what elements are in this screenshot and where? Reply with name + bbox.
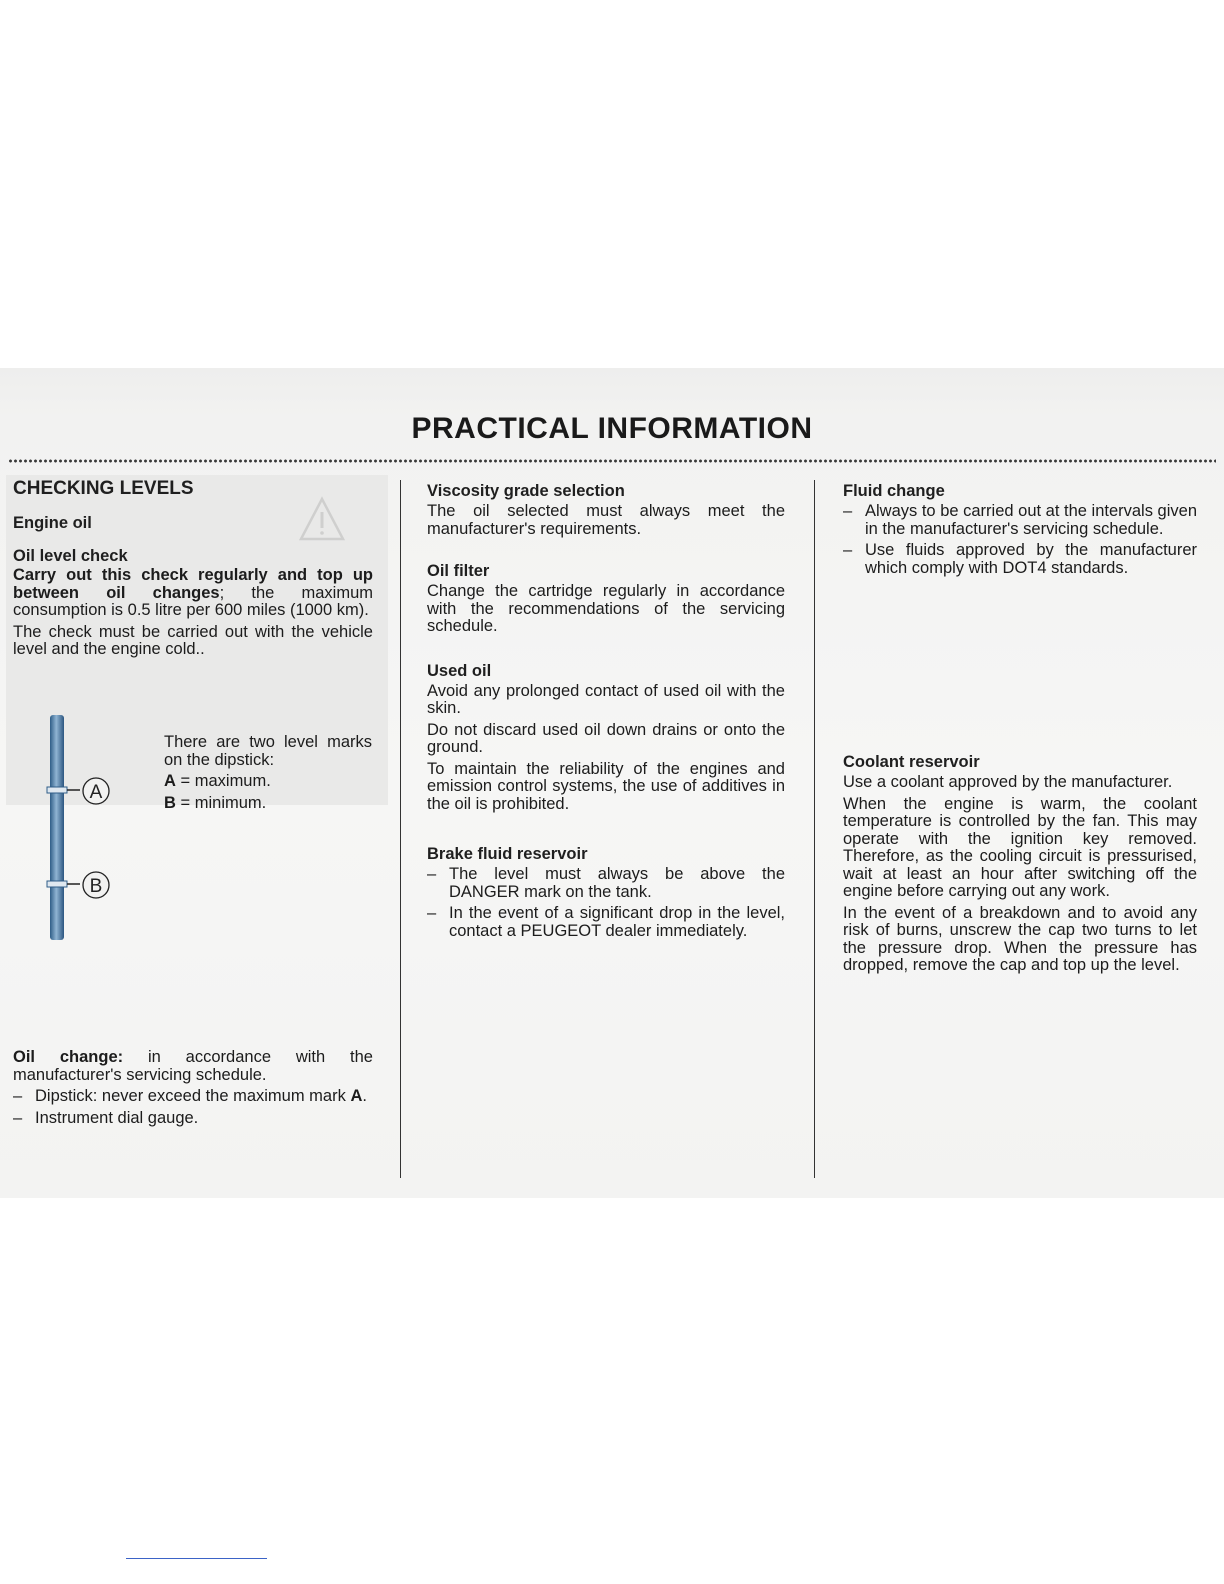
dipstick-text: There are two level marks on the dipstick: <box>164 733 372 769</box>
heading-oil-level-check: Oil level check <box>13 547 128 565</box>
brake-item-1: – The level must always be above the DANGER mark on the tank. <box>427 865 785 901</box>
viscosity-text: The oil selected must always meet the manufacturer's requirements. <box>427 502 785 538</box>
oil-change-label: Oil change: <box>13 1048 124 1066</box>
column-divider-right <box>814 480 815 1178</box>
heading-engine-oil: Engine oil <box>13 514 92 532</box>
diagram-label-b: B <box>89 876 103 897</box>
heading-brake-fluid: Brake fluid reservoir <box>427 845 588 863</box>
coolant-text-2: When the engine is warm, the coolant temperature is controlled by the fan. This may operate with the ignition key removed. Therefore, as the cooling circuit is pressurised, wait at least an hour after switching off the engine before carrying out any work. <box>843 794 1197 900</box>
oil-change-text: in accordance with the manufacturer's servicing schedule. <box>13 1048 373 1084</box>
legend-b-text: = minimum. <box>175 793 267 812</box>
fluid-item-1: – Always to be carried out at the intervals given in the manufacturer's servicing schedule. <box>843 502 1198 538</box>
legend-a <box>164 773 372 791</box>
page-title: PRACTICAL INFORMATION <box>411 412 813 445</box>
diagram-label-a: A <box>89 782 103 803</box>
brake-item-2: – In the event of a significant drop in the level, contact a PEUGEOT dealer immediately. <box>427 904 785 940</box>
bottom-underline <box>126 1558 267 1559</box>
list-item-gauge: – Instrument dial gauge. <box>13 1108 199 1127</box>
check-paragraph <box>13 567 373 620</box>
legend-a-label: A <box>164 772 176 790</box>
oil-change-paragraph <box>13 1049 373 1084</box>
dipstick-legend <box>164 734 372 812</box>
heading-oil-filter: Oil filter <box>427 562 490 580</box>
used-oil-text-2: Do not discard used oil down drains or onto the ground. <box>427 720 785 756</box>
oil-change-block <box>13 1049 373 1131</box>
heading-viscosity: Viscosity grade selection <box>427 482 625 500</box>
legend-b <box>164 795 372 813</box>
column-middle <box>427 482 785 944</box>
column-left <box>13 478 373 663</box>
heading-coolant: Coolant reservoir <box>843 753 980 771</box>
used-oil-text-3: To maintain the reliability of the engines and emission control systems, the use of additives in the oil is prohibited. <box>427 759 785 813</box>
coolant-text-3: In the event of a breakdown and to avoid any risk of burns, unscrew the cap two turns to let the pressure drop. When the pressure has dropped, remove the cap and top up the level. <box>843 903 1197 974</box>
cold-check-text: The check must be carried out with the vehicle level and the engine cold.. <box>13 622 373 658</box>
coolant-text-1: Use a coolant approved by the manufacturer. <box>843 773 1173 791</box>
legend-a-text: = maximum. <box>175 772 271 790</box>
section-title-checking-levels: CHECKING LEVELS <box>13 478 194 499</box>
column-right <box>843 482 1197 979</box>
filter-text: Change the cartridge regularly in accordance with the recommendations of the servicing schedule. <box>427 582 785 635</box>
list-item-dipstick: – Dipstick: never exceed the maximum mark A. <box>13 1087 367 1105</box>
dipstick-rod <box>50 715 64 940</box>
check-bold-text: Carry out this check regularly and top up between oil changes <box>13 566 373 602</box>
legend-b-label: B <box>164 793 176 812</box>
check-rest-text: ; the maximum consumption is 0.5 litre per 600 miles (1000 km). <box>13 583 373 619</box>
column-divider-left <box>400 480 401 1178</box>
dotted-divider <box>8 459 1216 463</box>
heading-fluid-change: Fluid change <box>843 482 945 500</box>
dipstick-diagram <box>30 705 130 945</box>
fluid-item-2: – Use fluids approved by the manufacturer which comply with DOT4 standards. <box>843 541 1197 577</box>
used-oil-text-1: Avoid any prolonged contact of used oil with the skin. <box>427 681 785 717</box>
heading-used-oil: Used oil <box>427 661 492 680</box>
